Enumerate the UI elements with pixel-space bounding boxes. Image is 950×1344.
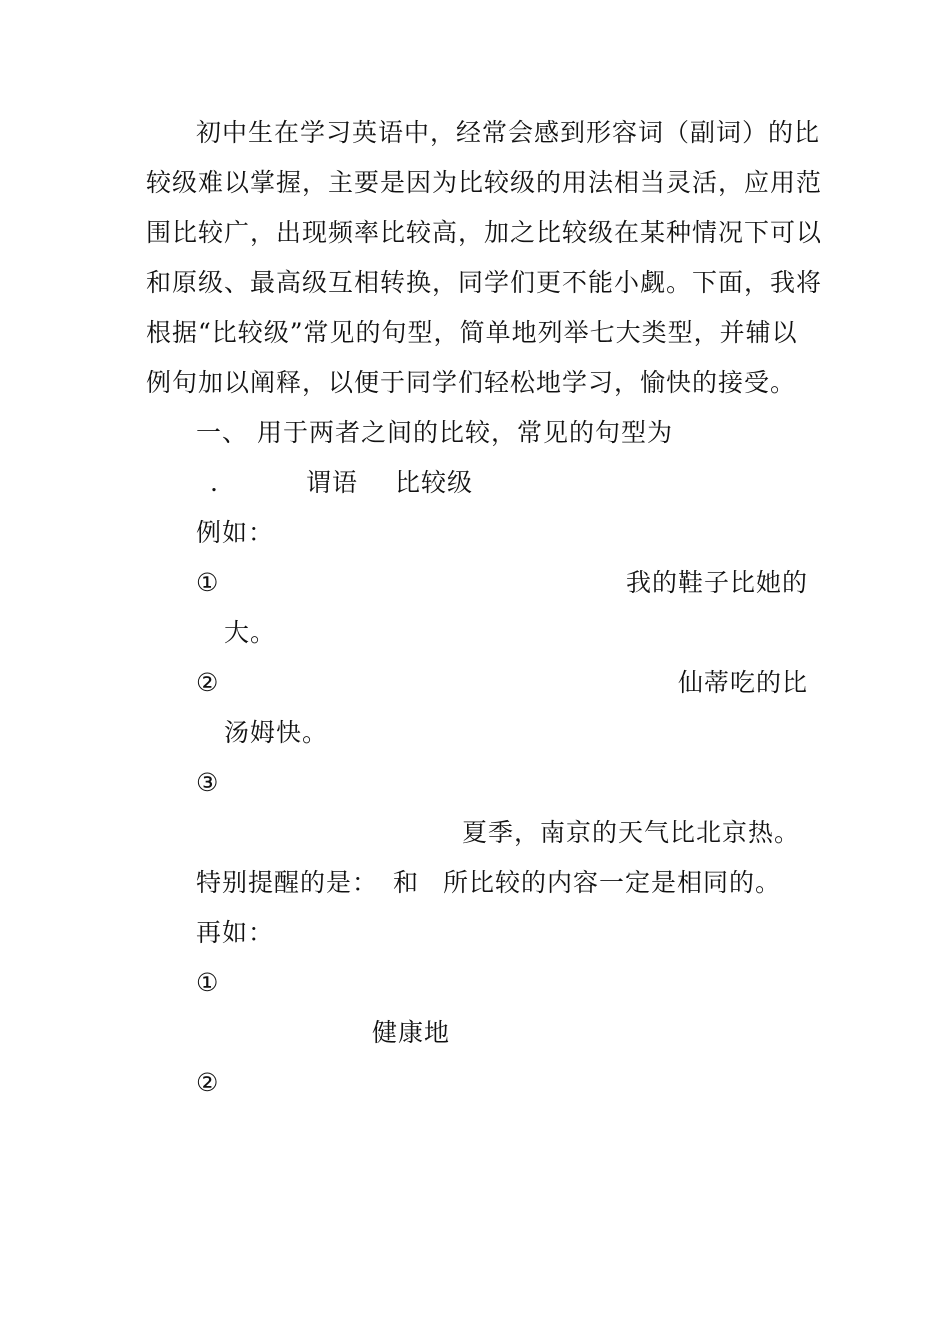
- more-label: 再如：: [196, 918, 275, 947]
- reminder-and: 和: [393, 868, 420, 897]
- intro-line: 例句加以阐释，以便于同学们轻松地学习，愉快的接受。: [146, 368, 797, 397]
- intro-line: 根据“比较级”常见的句型，简单地列举七大类型，并辅以: [146, 318, 798, 347]
- intro-line: 和原级、最高级互相转换，同学们更不能小觑。下面，我将: [146, 268, 823, 297]
- intro-line: 围比较广，出现频率比较高，加之比较级在某种情况下可以: [146, 218, 823, 247]
- example-marker: ②: [196, 668, 220, 697]
- example-marker: ②: [196, 1068, 220, 1097]
- section-heading: 一、 用于两者之间的比较，常见的句型为: [196, 418, 673, 447]
- reminder-suffix: 所比较的内容一定是相同的。: [443, 868, 782, 897]
- example-marker: ①: [196, 968, 220, 997]
- example-translation-continued: 汤姆快。: [224, 718, 329, 747]
- example-marker: ①: [196, 568, 220, 597]
- example-translation: 我的鞋子比她的: [625, 568, 808, 597]
- reminder-prefix: 特别提醒的是：: [196, 868, 379, 897]
- pattern-dot: .: [210, 468, 219, 497]
- example-marker: ③: [196, 768, 220, 797]
- example-translation: 健康地: [372, 1018, 451, 1047]
- example-translation: 仙蒂吃的比: [677, 668, 808, 697]
- intro-line: 较级难以掌握，主要是因为比较级的用法相当灵活，应用范: [146, 168, 823, 197]
- pattern-comparative: 比较级: [395, 468, 474, 497]
- intro-line: 初中生在学习英语中，经常会感到形容词（副词）的比: [196, 118, 821, 147]
- example-label: 例如：: [196, 518, 275, 547]
- pattern-predicate: 谓语: [306, 468, 359, 497]
- example-translation: 夏季，南京的天气比北京热。: [462, 818, 801, 847]
- example-translation-continued: 大。: [224, 618, 277, 647]
